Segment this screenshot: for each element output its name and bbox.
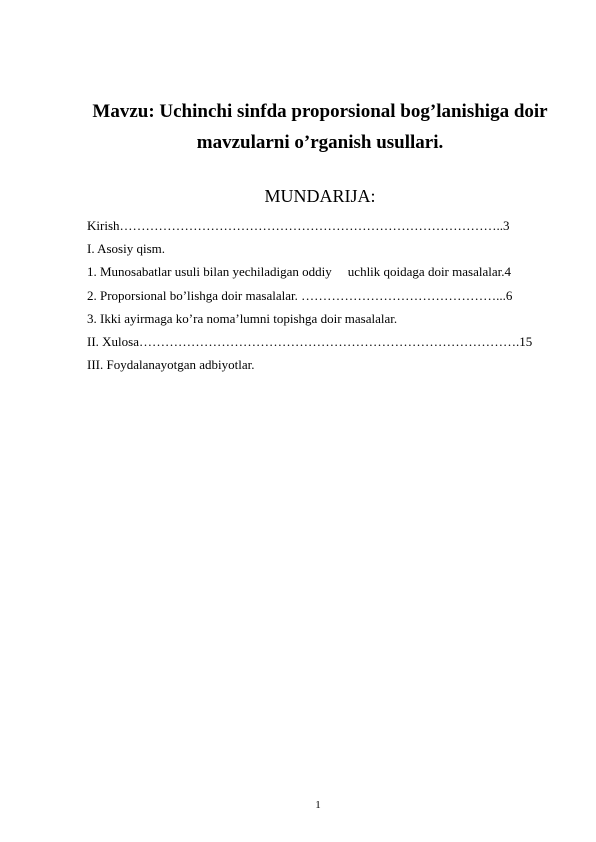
table-of-contents [87, 214, 557, 376]
toc-entry-munosabatlar [87, 260, 557, 283]
toc-entry-adabiyotlar: III. Foydalanayotgan adbiyotlar. [87, 357, 255, 373]
toc-entry-ikki-ayirma: 3. Ikki ayirmaga ko’ra noma’lumni topishga doir masalalar. [87, 310, 398, 326]
page-number: 1 [315, 799, 321, 811]
document-title-line-1: Mavzu: Uchinchi sinfda proporsional bog’lanishiga doir [92, 101, 548, 122]
toc-entry-proporsional: 2. Proporsional bo’lishga doir masalalar. ………………………………………...6 [87, 287, 513, 303]
toc-entry-munosabatlar-part-1: 1. Munosabatlar usuli bilan yechiladigan oddiy [87, 264, 332, 280]
toc-entry-munosabatlar-part-2: uchlik qoidaga doir masalalar.4 [347, 264, 511, 280]
toc-entry-kirish: Kirish……………………………………………………………………………..3 [87, 218, 510, 233]
contents-heading: MUNDARIJA: [264, 186, 376, 206]
document-title-line-2: mavzularni o’rganish usullari. [196, 132, 444, 153]
toc-entry-asosiy-qism: I. Asosiy qism. [87, 241, 166, 257]
toc-entry-xulosa: II. Xulosa…………………………………………………………………………….15 [87, 333, 533, 349]
